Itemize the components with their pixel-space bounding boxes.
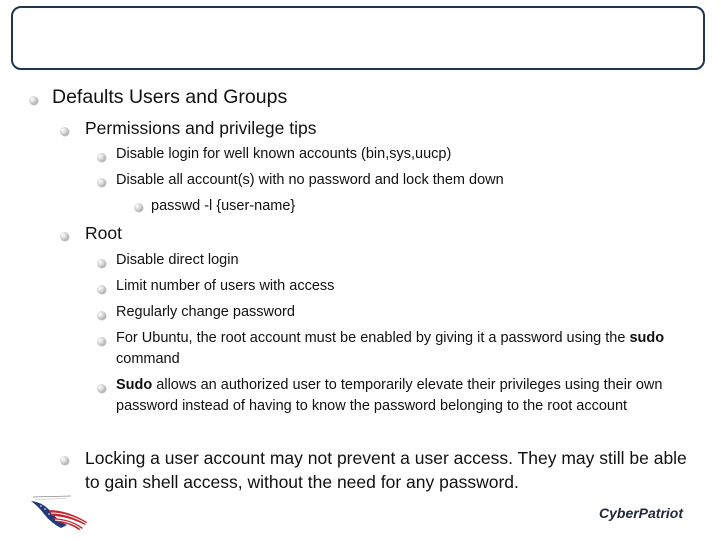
bullet-root: Root	[85, 223, 122, 243]
bullet-icon	[97, 311, 106, 320]
bullet-sudo-explanation	[116, 375, 691, 417]
bullet-icon	[60, 232, 69, 241]
bullet-passwd-command: passwd -l {user-name}	[151, 198, 296, 214]
bullet-icon	[97, 153, 106, 162]
bullet-disable-no-password: Disable all account(s) with no password and lock them down	[116, 172, 504, 188]
sudo-text-after: allows an authorized user to temporarily elevate their privileges using their own password instead of having to know the password belonging to the root account	[116, 377, 663, 414]
bullet-icon	[97, 285, 106, 294]
ubuntu-text-after: command	[116, 351, 180, 367]
bullet-icon	[97, 259, 106, 268]
bullet-icon	[60, 127, 69, 136]
cyberpatriot-brand: CyberPatriot	[599, 505, 684, 521]
bullet-permissions-tips: Permissions and privilege tips	[85, 118, 317, 138]
bullet-icon	[29, 96, 38, 105]
sudo-keyword: Sudo	[116, 377, 153, 393]
bullet-locking-account: Locking a user account may not prevent a user access. They may still be able to gain shell access, without the need for any password.	[85, 448, 687, 492]
bullet-limit-users: Limit number of users with access	[116, 278, 335, 294]
bullet-ubuntu-root	[116, 328, 691, 370]
bullet-icon	[97, 337, 106, 346]
bullet-icon	[60, 456, 69, 465]
bullet-disable-direct-login: Disable direct login	[116, 252, 239, 268]
bullet-icon	[97, 178, 106, 187]
american-flag-eagle-logo	[27, 492, 93, 532]
bullet-disable-login-known: Disable login for well known accounts (bin,sys,uucp)	[116, 146, 452, 162]
bullet-change-password: Regularly change password	[116, 304, 295, 320]
bullet-icon	[134, 203, 143, 212]
sudo-keyword: sudo	[629, 330, 665, 346]
bullet-icon	[97, 384, 106, 393]
bullet-defaults-users-groups: Defaults Users and Groups	[52, 86, 288, 108]
ubuntu-text-before: For Ubuntu, the root account must be enabled by giving it a password using the	[116, 330, 630, 346]
